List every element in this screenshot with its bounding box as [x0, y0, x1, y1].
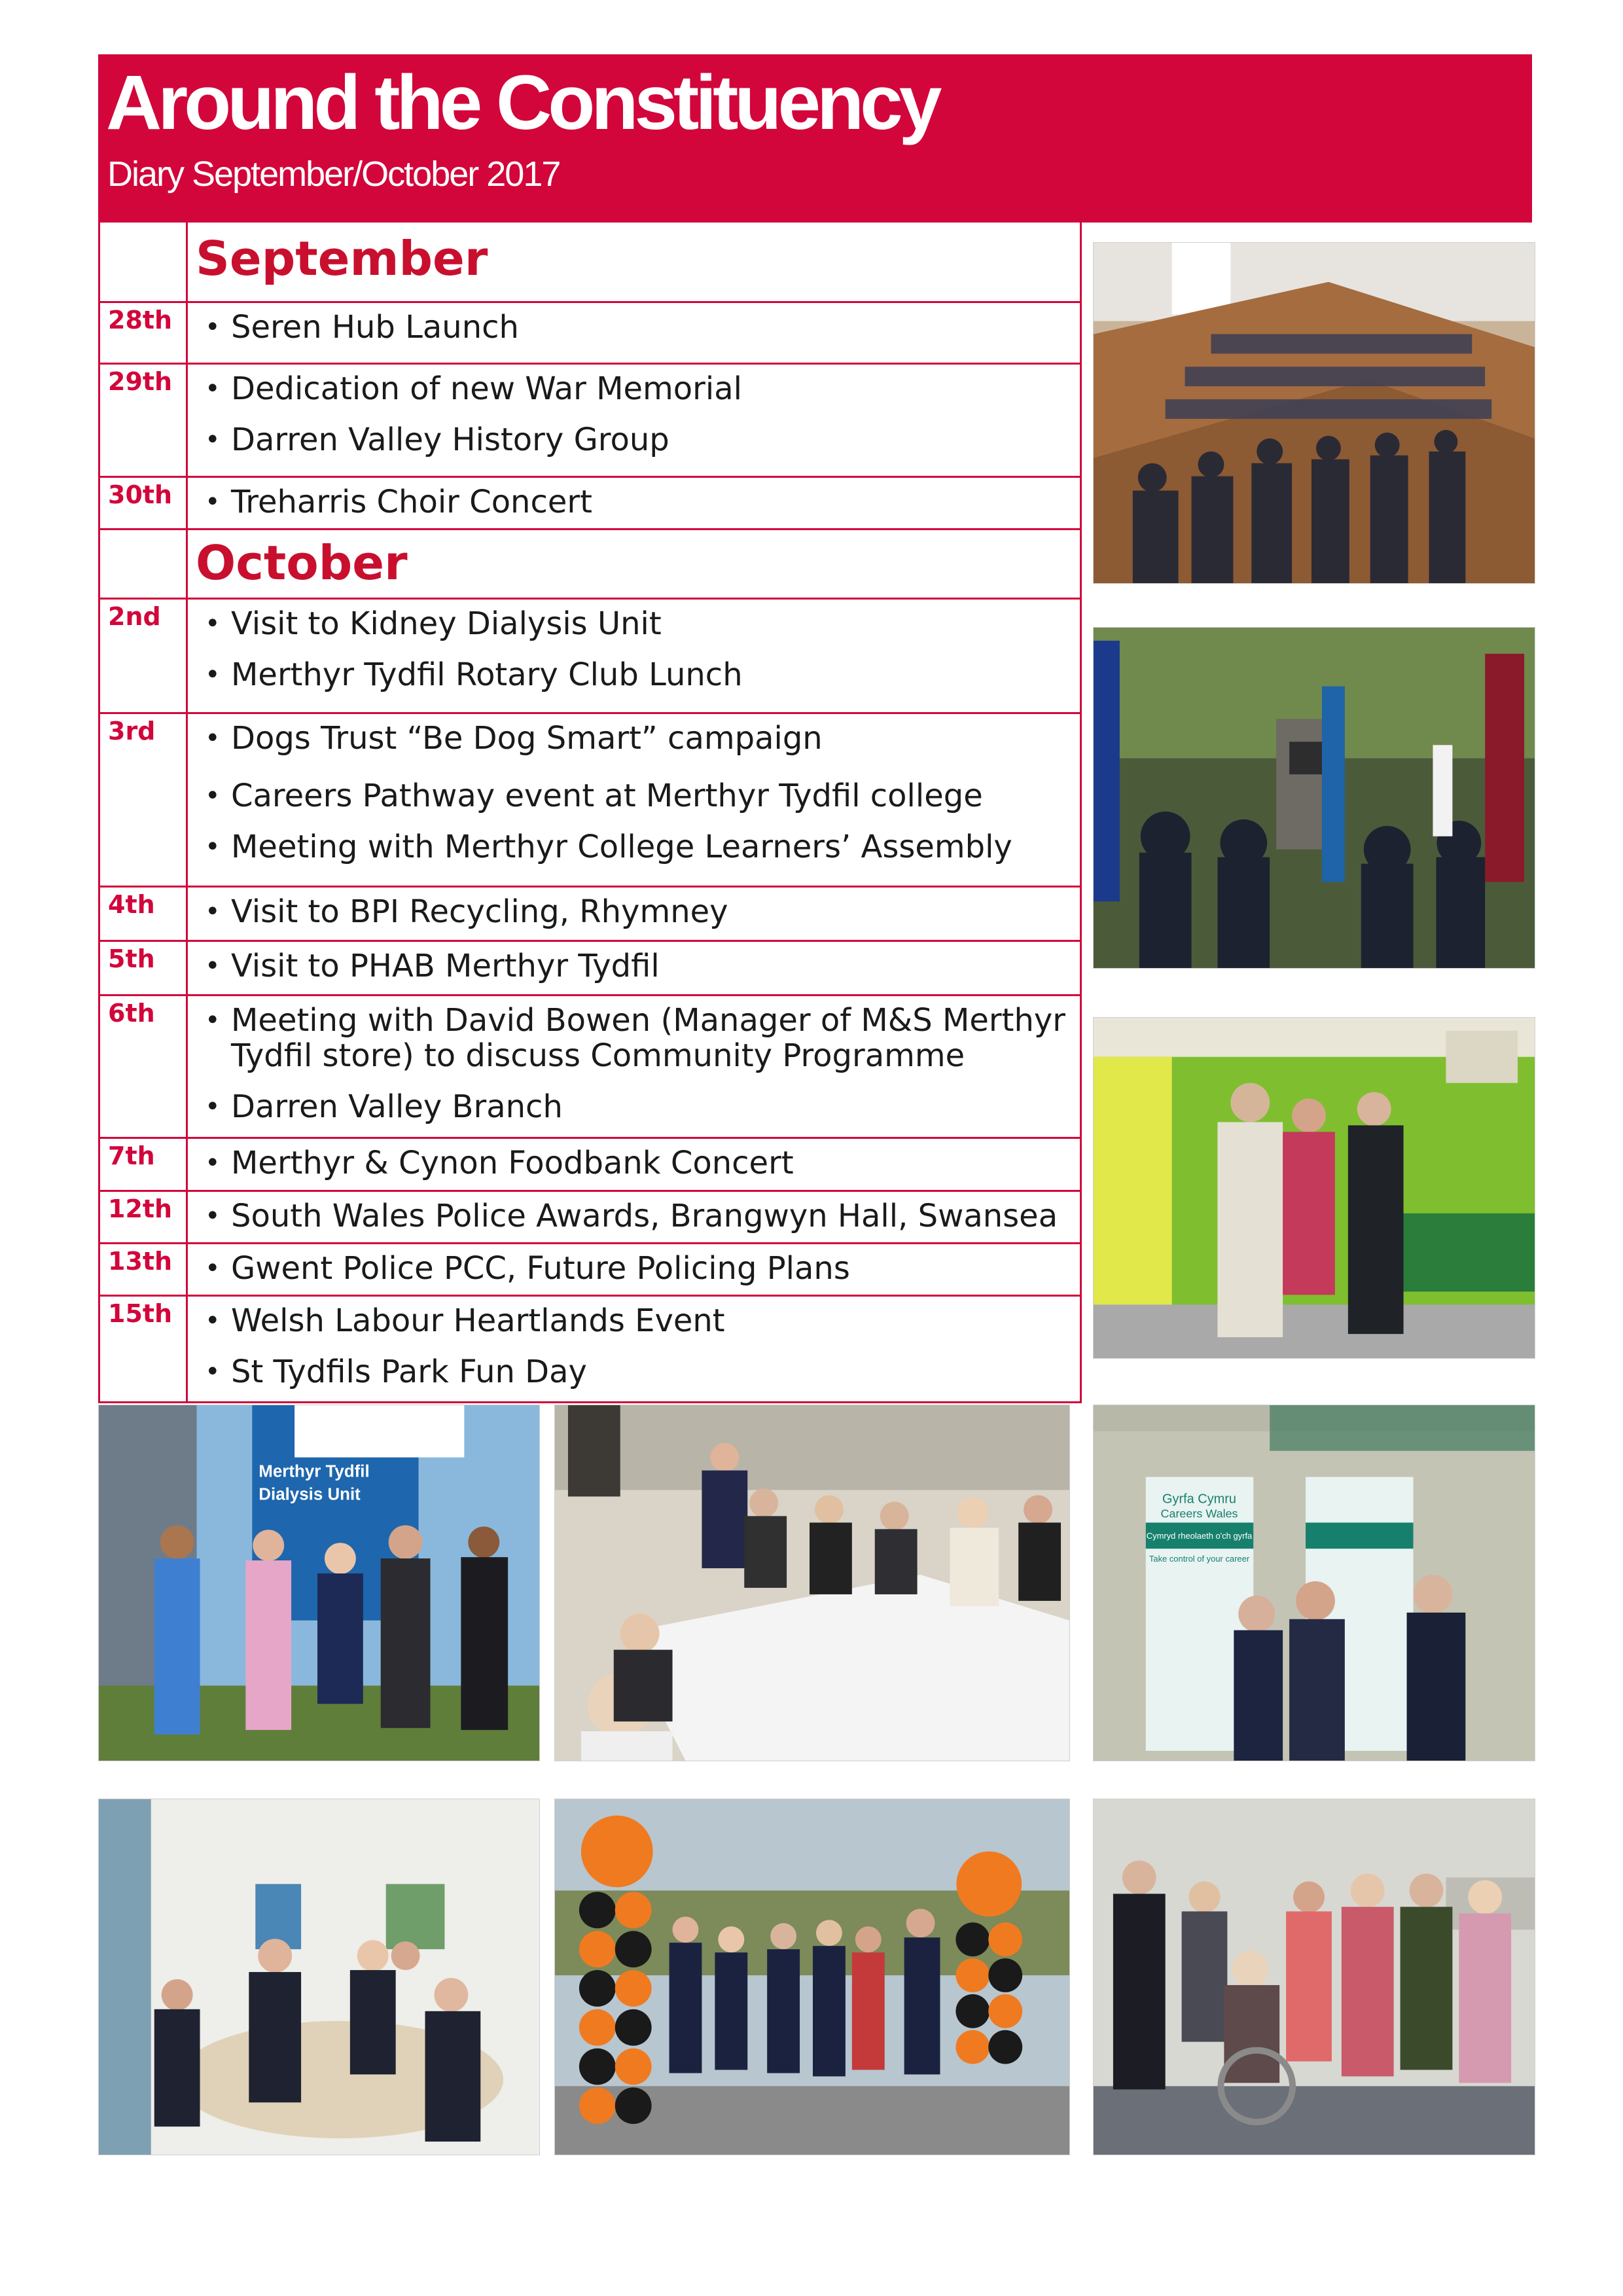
- diary-item: • Merthyr Tydfil Rotary Club Lunch: [204, 657, 1080, 692]
- month-row-september: [100, 223, 1080, 301]
- diary-item: • Merthyr & Cynon Foodbank Concert: [204, 1145, 1080, 1181]
- college-assembly-photo: [554, 1405, 1070, 1761]
- date-cell: 15th: [100, 1297, 188, 1401]
- diary-item: • Treharris Choir Concert: [204, 484, 1080, 520]
- diary-row: [100, 598, 1080, 712]
- banner-text: Careers Wales: [1160, 1507, 1238, 1520]
- diary-item: • Dedication of new War Memorial: [204, 371, 1080, 406]
- date-cell: [100, 223, 188, 301]
- diary-row: [100, 1190, 1080, 1242]
- diary-item: • Visit to Kidney Dialysis Unit: [204, 606, 1080, 641]
- careers-wales-photo: [1093, 1405, 1535, 1761]
- seren-hub-photo: [1093, 242, 1535, 584]
- diary-item: • Darren Valley Branch: [204, 1089, 1080, 1124]
- diary-row: [100, 1137, 1080, 1190]
- page-header: [98, 54, 1532, 223]
- war-memorial-photo: [1093, 627, 1535, 969]
- phab-photo: [1093, 1799, 1535, 2155]
- dialysis-unit-photo: [98, 1405, 540, 1761]
- diary-table: [98, 223, 1082, 1403]
- sign-text: Merthyr Tydfil: [259, 1462, 370, 1481]
- banner-text: Gyrfa Cymru: [1162, 1492, 1236, 1507]
- date-cell: [100, 530, 188, 598]
- diary-item: • Dogs Trust “Be Dog Smart” campaign: [204, 721, 1080, 756]
- diary-item: • South Wales Police Awards, Brangwyn Hall, Swansea: [204, 1198, 1080, 1234]
- rotary-lunch-photo: [98, 1799, 540, 2155]
- diary-item: • Meeting with David Bowen (Manager of M&S Merthyr Tydfil store) to discuss Community Programme: [204, 1003, 1080, 1073]
- date-cell: 6th: [100, 996, 188, 1137]
- date-cell: 5th: [100, 942, 188, 994]
- date-cell: 12th: [100, 1192, 188, 1242]
- diary-item: • St Tydfils Park Fun Day: [204, 1354, 1080, 1390]
- page-title: Around the Constituency: [106, 60, 938, 146]
- date-cell: 29th: [100, 365, 188, 476]
- diary-row: [100, 476, 1080, 528]
- diary-item: • Welsh Labour Heartlands Event: [204, 1303, 1080, 1338]
- banner-text: Take control of your career: [1149, 1554, 1250, 1564]
- date-cell: 2nd: [100, 600, 188, 712]
- date-cell: 3rd: [100, 714, 188, 886]
- diary-row: [100, 363, 1080, 476]
- date-cell: 30th: [100, 478, 188, 528]
- month-heading: October: [196, 535, 408, 590]
- date-cell: 4th: [100, 888, 188, 940]
- sign-text: Dialysis Unit: [259, 1485, 361, 1504]
- date-cell: 13th: [100, 1244, 188, 1295]
- diary-item: • Gwent Police PCC, Future Policing Plans: [204, 1251, 1080, 1286]
- date-cell: 7th: [100, 1139, 188, 1190]
- date-cell: 28th: [100, 303, 188, 363]
- diary-item: • Darren Valley History Group: [204, 422, 1080, 457]
- diary-item: • Visit to PHAB Merthyr Tydfil: [204, 948, 1080, 984]
- banner-text: Cymryd rheolaeth o'ch gyrfa: [1146, 1531, 1253, 1541]
- diary-row: [100, 1295, 1080, 1401]
- diary-row: [100, 1242, 1080, 1295]
- history-group-photo: [1093, 1017, 1535, 1359]
- diary-row: [100, 301, 1080, 363]
- diary-row: [100, 886, 1080, 940]
- month-row-october: [100, 528, 1080, 598]
- diary-row: [100, 940, 1080, 994]
- month-heading: September: [196, 231, 488, 286]
- diary-item: • Careers Pathway event at Merthyr Tydfil college: [204, 778, 1080, 814]
- diary-item: • Visit to BPI Recycling, Rhymney: [204, 894, 1080, 929]
- diary-item: • Meeting with Merthyr College Learners’ Assembly: [204, 829, 1080, 865]
- diary-row: [100, 994, 1080, 1137]
- fun-day-photo: [554, 1799, 1070, 2155]
- page-subtitle: Diary September/October 2017: [107, 154, 560, 194]
- diary-item: • Seren Hub Launch: [204, 310, 1080, 345]
- diary-row: [100, 712, 1080, 886]
